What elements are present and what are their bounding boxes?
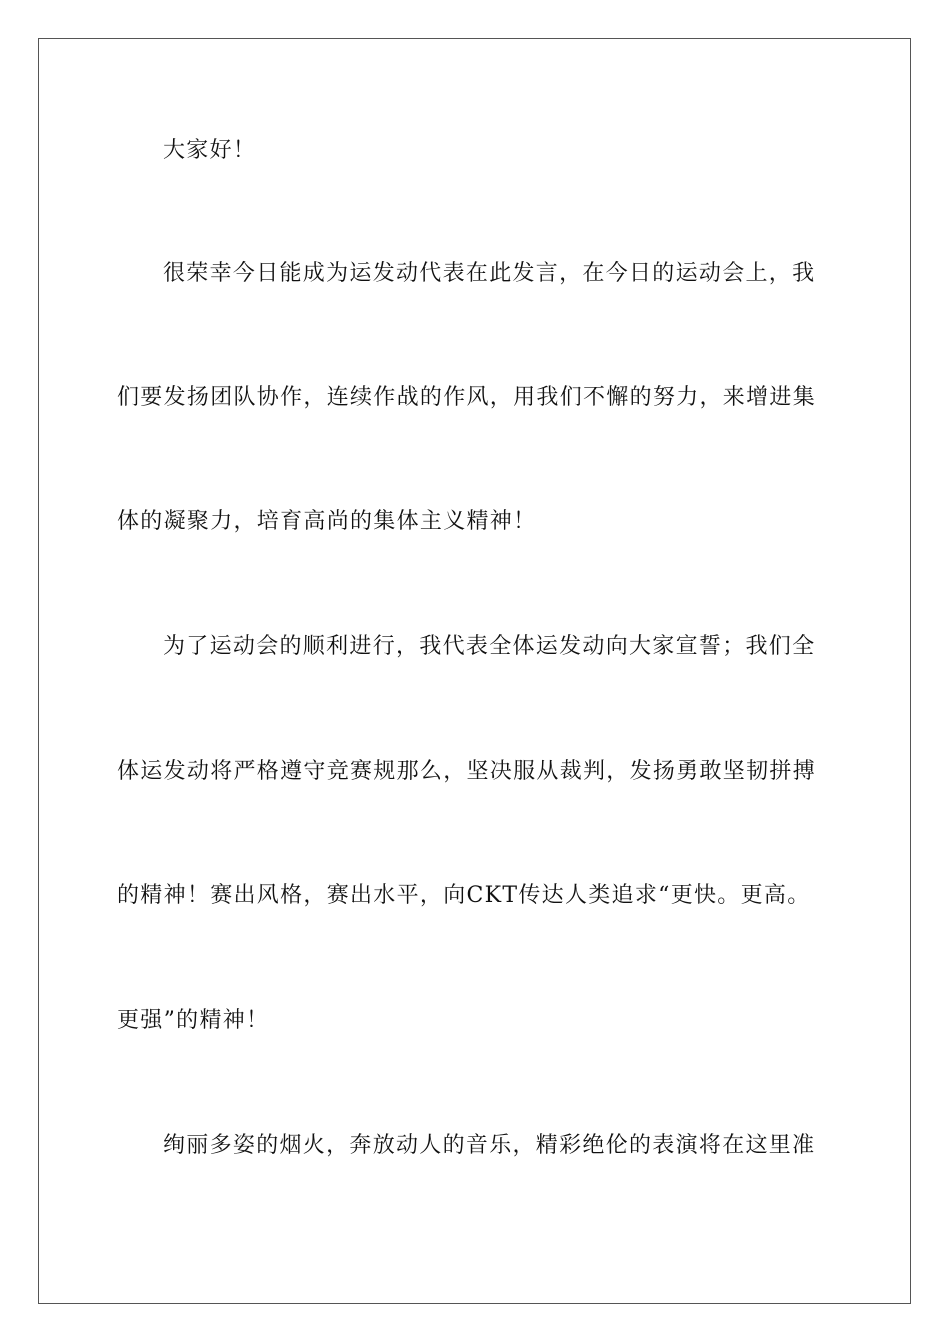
paragraph-2-line-3: 的精神！赛出风格，赛出水平，向CKT传达人类追求“更快。更高。 [117,883,811,908]
paragraph-2-line-4: 更强”的精神！ [117,1008,270,1033]
greeting-line: 大家好！ [163,138,257,163]
paragraph-1-line-1: 很荣幸今日能成为运发动代表在此发言，在今日的运动会上，我 [163,261,816,286]
paragraph-2-line-2: 体运发动将严格遵守竞赛规那么，坚决服从裁判，发扬勇敢坚韧拼搏 [117,759,817,784]
paragraph-1-line-3: 体的凝聚力，培育高尚的集体主义精神！ [117,509,537,534]
paragraph-2-line-1: 为了运动会的顺利进行，我代表全体运发动向大家宣誓；我们全 [163,634,816,659]
paragraph-1-line-2: 们要发扬团队协作，连续作战的作风，用我们不懈的努力，来增进集 [117,385,817,410]
page-frame [38,38,911,1304]
paragraph-3-line-1: 绚丽多姿的烟火，奔放动人的音乐，精彩绝伦的表演将在这里准 [163,1133,816,1158]
